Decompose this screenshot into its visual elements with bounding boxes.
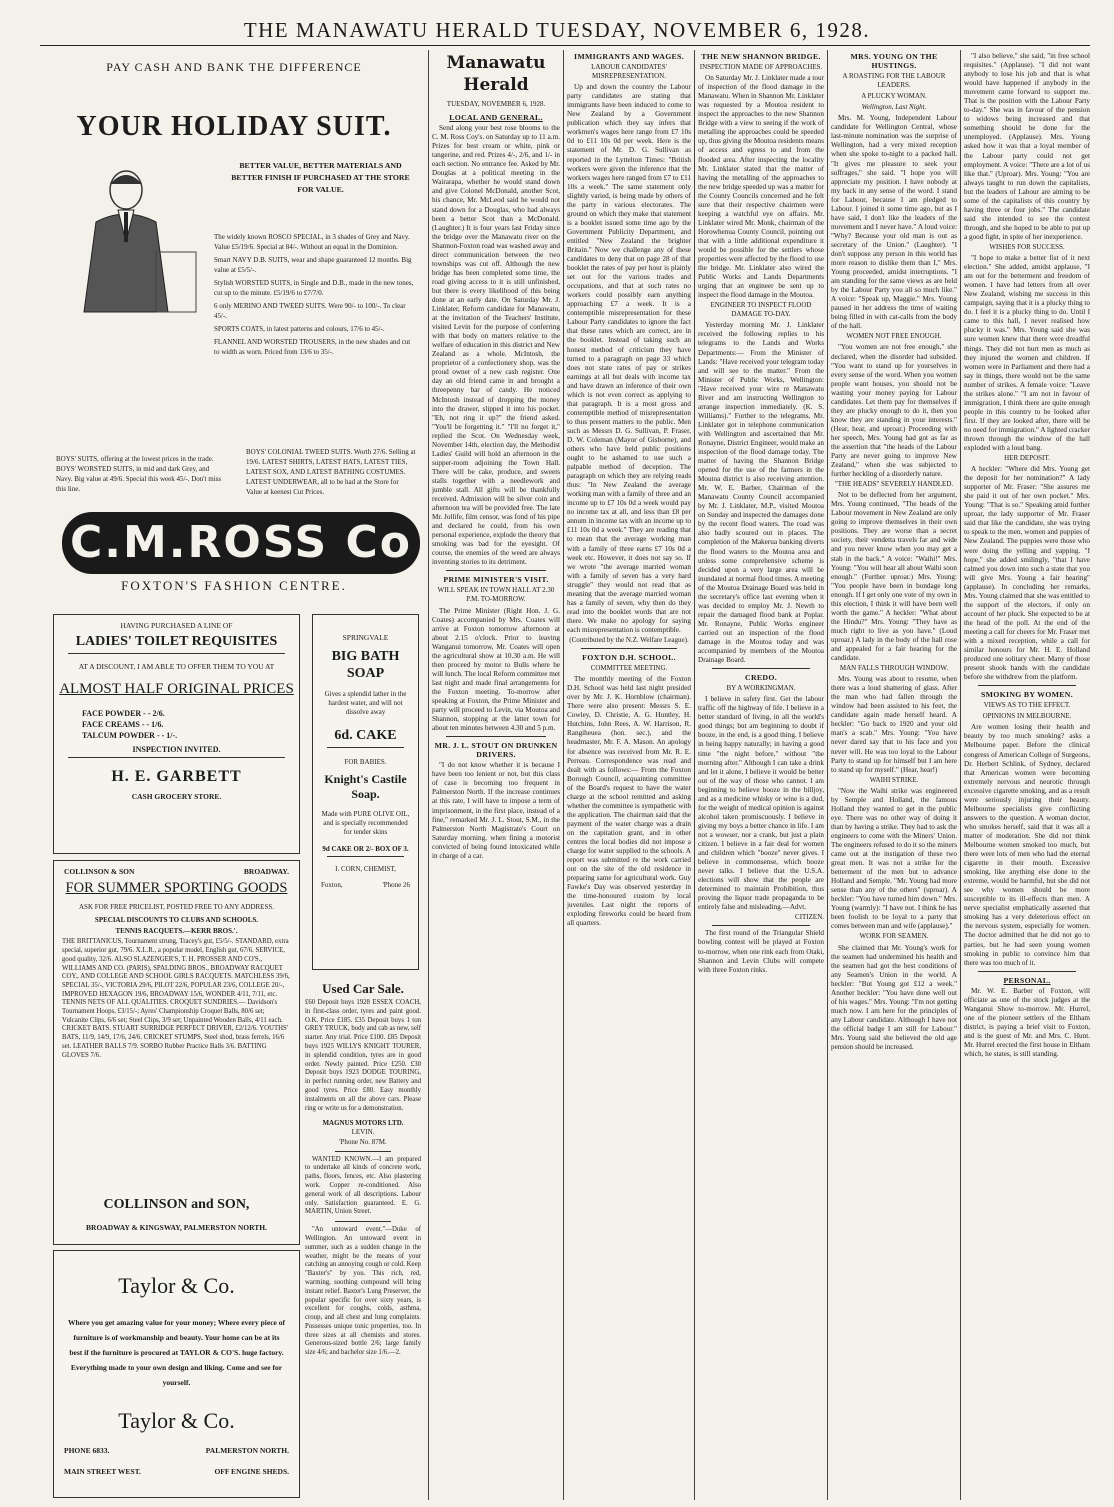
school-subhead: COMMITTEE MEETING. — [590, 664, 668, 673]
wishes-subhead: WISHES FOR SUCCESS. — [989, 242, 1065, 251]
young-subhead-window: MAN FALLS THROUGH WINDOW. — [839, 664, 949, 673]
corn-price: 6d. CAKE — [334, 728, 397, 744]
taylor-town: PALMERSTON NORTH. — [205, 1446, 289, 1455]
personal-text: Mr. W. E. Barber of Foxton, will officiate as one of the stock judges at the Wanganui Show to-morrow. Mr. Hurrel, one of the pioneer settlers of the Eltham district, is paying a brief visit to Foxton, and is the guest of Mr. and Mrs. C. Hunt. Mr. Hurrel erected the first house in Eltham which, he states, is still standing. — [964, 986, 1090, 1059]
dateline: TUESDAY, NOVEMBER 6, 1928. — [446, 100, 546, 108]
personal-heading: PERSONAL. — [1003, 975, 1051, 985]
ross-footer: FOXTON'S FASHION CENTRE. — [121, 578, 347, 593]
credo-text: I believe in safety first. Get the labour traffic off the highway of life. I believe in a better standard of living, in all the world's good things; but am beginning to doubt if booze, in the end, is a good thing. I believe in being happy naturally; in having a good time "the night before," without "the morning after." Although I can take a drink and let it alone, I believe it would be better out of the way of those who cannot. I am beginning to believe booze in the billjoy, and as a medicine whisky or wine is a dud, for the weight of medical opinion is against alcohol taken promiscuously. I believe in giving my boys a better chance in life. I am not a wowser, nor a crank, but just a plain citizen. I believe in a fair deal for women and children which "booze" never gives. I believe in commonsense, which booze never talks. I believe that the U.S.A. elections will show that the people are determined to maintain Prohibition, thus proving the liquor trade propaganda to be entirely false and misleading.—Advt. — [698, 695, 824, 912]
classified-baxters: "An untoward event."—Duke of Wellington. An untoward event in summer, such as a sudden change in the weather, might be the means of your catching an annoying cough or cold. Keep "Baxter's" by you. This rich, red, warming, soothing compound will bring instant relief. Baxter's Lung Preserver, the popular specific for over sixty years, is excellent for coughs, colds, asthma, croup, and all chest and lung complaints. Possesses unique tonic properties, too. In three sizes at all chemists and stores. Generous-sized bottle 2/6; large family size 4/6; and bachelor size 1/6.—2. — [305, 1226, 421, 1357]
young-text-window: Mrs. Young was about to resume, when there was a loud shattering of glass. After the man who had fallen through the window had been assisted to his feet, the candidate again made herself heard. A heckler: "Go back to 1920 and your old man's a scab." Mrs. Young: "You have never dared say that to his face and you never will. He was too loyal to the Labour Party to stand up for himself but I am here to stand up for myself." (Hear, hear!) — [831, 675, 957, 774]
taylor-name2: Taylor & Co. — [118, 1408, 235, 1433]
ross-tagline: BETTER VALUE, BETTER MATERIALS AND BETTER FINISH IF PURCHASED AT THE STORE FOR VALUE. — [231, 161, 410, 194]
taylor-name: Taylor & Co. — [118, 1273, 235, 1298]
corn-advertisement — [312, 614, 419, 970]
corn-price2: 9d CAKE OR 2/- BOX OF 3. — [322, 844, 409, 853]
used-car-column — [305, 978, 421, 1498]
column-6 — [831, 52, 957, 1500]
corn-chemist: I. CORN, CHEMIST, — [335, 864, 396, 873]
taylor-street: MAIN STREET WEST. — [64, 1467, 141, 1476]
bridge-subhead: INSPECTION MADE OF APPROACHES. — [699, 63, 823, 72]
immigrants-subhead: LABOUR CANDIDATES' MISREPRESENTATION. — [591, 63, 667, 81]
smoking-subhead: VIEWS AS TO THE EFFECT. — [983, 701, 1071, 710]
prime-minister-heading: PRIME MINISTER'S VISIT. — [443, 575, 549, 585]
column-divider — [428, 50, 429, 1500]
bowling-text: The first round of the Triangular Shield bowling contest will be played at Foxton to-morrow, when one rink each from Otaki, Shannon and Levin Clubs will compete with three Foxton rinks. — [698, 929, 824, 974]
young-subhead-women: WOMEN NOT FREE ENOUGH. — [846, 332, 942, 341]
taylor-address-row — [64, 1467, 289, 1476]
collinson-header-left: COLLINSON & SON — [64, 867, 135, 876]
school-text: The monthly meeting of the Foxton D.H. School was held last night presided over by Mr. J. K. Hornblow (chairman). There were also present: Messrs S. E. Cowley, D. Christie, A. G. Huntley, H. Hutchins, John Rees, A. W. Harrison, R. Rangiheuea (hon. sec.), and the headmaster, Mr. F. A. Mason. An apology for absence was received from Mr. R. E. Perreau. Correspondence was read and dealt with as follows:— From the Foxton Borough Council, acquainting committee of the Board's request to have the water charge at the school remitted and asking whether the committee is sympathetic with the application. The chairman said that the payment of the water charge was a drain on the capitation grant, and in other centres the local bodies did not impose a charge for water supplied to the schools. A report was submitted re the work carried out on the site of the old residence in preparing same for agricultural work. Guy Fawke's Day was observed yesterday in the time-honoured custom by local juveniles. Last night the reports of exploding fireworks could be heard from all quarters. — [567, 675, 691, 928]
ross-item: Stylish WORSTED SUITS, in Single and D.B., made in the new tones, cut up to the minute. £5/19/6 to £7/7/0. — [214, 279, 414, 297]
local-general-heading: LOCAL AND GENERAL. — [449, 113, 543, 123]
garbett-price-item: FACE POWDER - - 2/6. — [82, 709, 165, 718]
collinson-body: THE BRITTANICUS, Tournament strung, Tracey's gut, £5/5/-. STANDARD, extra special, superior gut, 79/6. X.L.R., a popular model, English gut, 67/6. SERVICE, good quality, 32/6. ALSO SLAZENGER'S, T. H. PROSSER AND CO'S., WILLIAMS AND CO. (PARIS), SPALDING BROS., BROADWAY RACQUET COY., AND COLLEGE AND SCHOOL GIRLS RACQUETS. MATCHLESS 39/6, SPECIAL 35/-, VICTORIA 29/6, PILOT 22/6, POPULAR 23/6, COLLEGE 20/-, IMPROVED HEXAGON 19/6, BROADWAY 15/6, WONDER 4/11, 7/11, etc. TENNIS NETS OF ALL QUALITIES. CROQUET SUNDRIES.— Davidson's Tournament Hoops, £3/15/-; Ayres' Championship Croquet Balls, 80/6 set; Vulcanite Clips, 6/6 set; Steel Clips, 3/9 set; Unpainted Wooden Balls, 4/11 each. CRICKET BATS. STUART SURRIDGE PERFECT DRIVER, £2/12/6. YOUTHS' BATS, 11/9, 14/9, 17/6, 24/6. CRICKET STUMPS, Steel shod, brass ferrels, 16/6 set. LEATHER BALLS 7/9. SORBO Rubber Practice Balls 3/6. BATTING GLOVES 7/6. — [62, 938, 290, 1059]
ross-boys-right: BOYS' COLONIAL TWEED SUITS. Worth 27/6. Selling at 19/6. LATEST SHIRTS, LATEST HATS, LATEST TIES, LATEST SOX, AND LATEST BATHING COSTUMES. LATEST UNDERWEAR, all to be had at the Store for Value at keenest Cut Prices. — [246, 448, 416, 496]
deposit-subhead: HER DEPOSIT. — [1004, 454, 1050, 463]
immigrants-text: Up and down the country the Labour party candidates are stating that immigrants have been induced to come to New Zealand by a Government publication which they say infers that workmen's wages here range from £7 10s 0d to £11 10s 0d per week. Here is the statement of Mr. D. G. Sullivan as reported in the Lyttelton Times: "British workers were given the inference that the workers wages here ranged from £7 to £11 10s a week." The same statement only slightly varied, is being made by others of the party in various electorates. The ground on which they make that statement is a booklet issued some time ago by the Government Publicity Department, and entitled "New Zealand the brighter Britain." Now we challenge any of these candidates to deny that on page 28 of that booklet the rates of pay per hour is plainly set out for the various trades and occupations, and that at such rates no workers could possibly earn anything approaching £7 a week. It is a contemptible misrepresentation for these Labour Party candidates to ignore the fact that these rates which are correct, are in the booklet. Instead of taking such an honest method of criticism they have turned to a paragraph on page 33 which does not state rates of pay or strikes earnings at all but deals with income tax and have drawn an inference of their own which is not even correct as applying to that paragraph. It is a most gross and contemptible method of misrepresentation to thus present matters to the public. Men such as Messrs D. G. Sullivan, P. Fraser, D. W. Coleman (Mayor of Gisborne), and others who have held public positions ought to be ashamed to use such a palpable method of deception. The paragraph on which they are relying reads thus: "In New Zealand the average working man with a family of three and an income up to £7 10s 0d a week would pay no income tax at all, and less than £8 per annum in income tax with an income up to £11 10s 0d a week." They are reading that to mean that the average working man with a family of three earns £7 10s 0d a week etc. However, it does not say so. If we wrote "the average married woman with a family of seven has a very hard struggle" they would not read that as meaning that the average married woman has a family of seven, why then do they read into the booklet words that are not there. We make no apology for saying each misrepresentation is contemptible. — [567, 83, 691, 634]
man-illustration — [56, 162, 206, 322]
taylor-contact-row — [64, 1446, 289, 1455]
garbett-intro: HAVING PURCHASED A LINE OF — [120, 621, 233, 630]
ross-advertisement — [48, 52, 420, 592]
collinson-tennis: TENNIS RACQUETS.—KERR BROS.'. — [115, 926, 238, 935]
column-divider — [827, 50, 828, 1500]
wishes-text: "I hope to make a better fist of it next election." She added, amidst applause, "I am out for the betterment and freedom of women. I have had letters from all over New Zealand, wishing me success in this campaign, saying that it is a plucky thing to do. I feel it is a plucky thing to do. Until I came to this hall, I never realised how plucky it was." Mrs. Young said she was sure women knew that there were dreadful things. They did not hurt men as much as they injured the women and children. If women were in Parliament and there had a say in things, there would not be the same number of strikes. A female voice: "Leave the strikes alone." "I am not in favour of immigration, I think there are quite enough people in this country to be looked after first. If they are looked after, there will be no need for immigration." A lighted cracker thrown through the window of the hall exploded with a loud bang. — [964, 254, 1090, 453]
smoking-text: Are women losing their health and beauty by too much smoking? asks a Melbourne paper. Before the clinical congress of American College of Surgeons, Dr. Herbert Schlink, of Sydney, declared that American women were becoming extremely nervous and neurotic through excessive cigarette smoking, and as a result were seriously injuring their beauty. Melbourne specialists give conflicting answers to the question. A woman doctor, who smokes herself, said that it was all a matter of moderation. She did not think Melbourne women smoked too much, but there were lots of men who had the eternal cigarette in their mouth. Excessive smoking, like anything else done to the extreme, would be harmful, but she did not see why women should be more susceptible to its ill-effects than men. A nerve specialist emphatically asserted that smoking has a very deleterious effect on the nervous system, especially for women. The doctor admitted that he did not go to parties, but he had seen young women smoking in public to convince him that there was too much of it. — [964, 723, 1090, 967]
masthead-rule — [40, 45, 1090, 46]
ross-logo: C.M.ROSS Co — [62, 512, 420, 574]
bridge-text: On Saturday Mr. J. Linklater made a tour of inspection of the flood damage in the Manawatu. When in Shannon Mr. Linklater was requested by a Moutoa resident to inspect the approaches to the new Shannon Bridge with a view to seeing if the work of metalling the approaches could be speeded up, thus giving the Moutoa residents means of access and egress to and from the flooded area. After inspecting the locality Mr. Linklater stated that the matter of having the metalling of the approaches to the new bridge speeded up was a matter for the County Councils concerned and he felt sure that their respective chairmen were keeping a watchful eye on affairs. Mr. Linklater wired Mr. Monk, chairman of the Horowhenua County Council, pointing out that with a little additional expenditure it would be possible for the settlers whose properties were affected by the flood to use the bridge. Mr. Linklater also wired the Public Works and Lands Departments urging that an engineer be sent up to inspect the flood damage in the Moutoa. — [698, 74, 824, 300]
garbett-store: CASH GROCERY STORE. — [131, 792, 222, 801]
garbett-headline: ALMOST HALF ORIGINAL PRICES — [59, 681, 294, 697]
collinson-advertisement — [53, 860, 300, 1245]
collinson-header — [64, 867, 289, 876]
stout-text: "I do not know whether it is because I have been too lenient or not, but this class of case is becoming too frequent in Palmerston North. If the increase continues at this rate, I will have to impose a term of imprisonment, in the first place, instead of a fine," remarked Mr. J. L. Stout, S.M., in the Palmerston North Magistrate's Court on Saturday morning, when fining a motorist convicted of being found intoxicated while in charge of a car. — [432, 761, 560, 860]
collinson-footer-name: COLLINSON and SON, — [103, 1197, 250, 1212]
bridge-text-engineer: Yesterday morning Mr. J. Linklater received the following replies to his telegrams to the Lands and Works Departments:— From the Minister of Lands: "Have received your telegram today and will see to the matter." From the Minister of Public Works, Wellington: "Have received your wire re Manawatu River and am instructing Wellington to arrange inspection immediately. (K. S. Williams)." Further to the telegrams, Mr. Linklater got in telephone communication with Wellington and ascertained that Mr. Ronayne, District Engineer, would make an inspection of the flood damage today. The matter of having the Shannon Bridge opened for the use of the farmers in the Moutoa district is also receiving attention. Mr. W. E. Barber, Chairman of the Manawatu County Council accompanied by Mr. J. Linklater, M.P., visited Moutoa on Sunday and inspected the damages done by the recent flood waters. The road was also badly scoured out in places. The completion of the Makerua banking diverts the flood waters to the Moutoa area and unless some comprehensive scheme is decided upon a very large area will be inundated at normal flood times. A meeting of the Moutoa Drainage Board was held in the secretary's office last evening when it was decided to employ Mr. J. Newth to repair the damaged flood bank at Poplar. Mr. Ronayne, Public Works engineer carried out an inspection of the flood damage in the Moutoa today and was accompanied by members of the Moutoa Drainage Board. — [698, 321, 824, 665]
bridge-heading: THE NEW SHANNON BRIDGE. — [701, 52, 821, 61]
garbett-price-item: FACE CREAMS - - 1/6. — [82, 720, 164, 729]
corn-babies: FOR BABIES. — [344, 758, 387, 767]
smoking-heading: SMOKING BY WOMEN. — [981, 690, 1073, 700]
prime-minister-text: The Prime Minister (Right Hon. J. G. Coates) accompanied by Mrs. Coates will arrive at Foxton tomorrow afternoon at about 2.15 o'clock. Prior to leaving Wanganui tomorrow, Mr. Coates will open the agricultural show at 10.30 a.m. He will then proceed by motor to Bulls where he will lunch. The local Reform committee met last night and made final arrangements for the Foxton meeting. To-morrow after speaking at Foxton, the Prime Minister and party will proceed to Levin, via Moutoa and Shannon, stopping at the latter town for about ten minutes between 4.30 and 5 p.m. — [432, 606, 560, 733]
young-subhead-heads: "THE HEADS" SEVERELY HANDLED. — [834, 480, 954, 489]
immigrants-heading: IMMIGRANTS AND WAGES. — [574, 52, 684, 61]
ross-banner: PAY CASH AND BANK THE DIFFERENCE — [106, 60, 362, 74]
used-car-body: £60 Deposit buys 1928 ESSEX COACH, in first-class order, tyres and paint good. O.K. Price £185. £35 Deposit buys 1 ton GREY TRUCK, body and cab as new, self starter. Any trial. Price £100. £85 Deposit buys 1925 WILLYS KNIGHT TOURER, in splendid condition, tyres are in good order. Newly painted. Price £250. £30 Deposit buys 1923 DODGE TOURING, in perfect running order, new Battery and good tyres. Price £80. Easy monthly instalments on all the above cars. Please ring or write us for a demonstration. — [305, 999, 421, 1112]
column-7 — [964, 52, 1090, 1500]
young-text-waihi: "Now the Waihi strike was engineered by Semple and Holland, the famous Holland they wanted to get in the public eye. There was no other way of doing it than by having a strike. They had to ask the engineers to come with the Miners' Union. The engineers refused to do it so the miners came out at the instigation of these two great men. It was not a strike for the betterment of the men but to advance Holland and Semple. "Mr. Young had more sense than any of the others" (uproar). A heckler: "You have turned him down." Mrs. Young (warmly): "I have not. I think he has been foolish to be loyal to a party that comes between man and wife (applause)." — [831, 786, 957, 931]
corn-top: SPRINGVALE — [342, 633, 389, 642]
nameplate: Manawatu Herald — [446, 53, 546, 95]
garbett-name: H. E. GARBETT — [111, 768, 242, 785]
corn-phone: 'Phone 26 — [382, 880, 410, 889]
young-text-heads: Not to be deflected from her argument, Mrs. Young continued, "The heads of the Labour movement in New Zealand are only going to improve themselves in their own positions. They are worse than a secret society, their vendetta travels far and wide and you never know when you may get a stab in the back." A voice: "Waihi!" Mrs. Young: "You will hear all about Waihi soon enough." (Further uproar.) Mrs. Young: "You people have been in bondage long enough. If I get only one vote of my own in this election, I think it will have been well worth the game." A heckler: "What about the Hindu?" Mrs. Young: "They have as much right to live as you have." (Loud uproar.) A lady in the body of the hall rose and appealed for a fair hearing for the candidate. — [831, 491, 957, 663]
column-divider — [694, 50, 695, 1500]
ross-item: FLANNEL AND WORSTED TROUSERS, in the new shades and cut to width as worn. Priced from 13/6 to 35/-. — [214, 338, 411, 356]
column-divider — [563, 50, 564, 1500]
corn-town: Foxton, — [321, 880, 343, 889]
masthead-title: THE MANAWATU HERALD TUESDAY, NOVEMBER 6, 1928. — [243, 18, 871, 42]
young-subhead-plucky: A PLUCKY WOMAN. — [861, 92, 927, 101]
collinson-pricelist: ASK FOR FREE PRICELIST, POSTED FREE TO ANY ADDRESS. — [79, 903, 274, 911]
corn-product2: Knight's Castile Soap. — [324, 772, 407, 802]
school-heading: FOXTON D.H. SCHOOL. — [582, 653, 676, 663]
ross-title: YOUR HOLIDAY SUIT. — [76, 111, 392, 142]
smoking-subhead-melbourne: OPINIONS IN MELBOURNE. — [982, 712, 1072, 721]
collinson-title: FOR SUMMER SPORTING GOODS — [65, 880, 288, 896]
garbett-advertisement — [53, 614, 300, 854]
stout-heading: MR. J. L. STOUT ON DRUNKEN DRIVERS. — [434, 741, 558, 760]
used-car-phone: 'Phone No. 87M. — [339, 1137, 387, 1146]
young-text: Mrs. M. Young, Independent Labour candidate for Wellington Central, whose last-minute nomination was the surprise of Wellington, had a very mixed reception when she spoke to-night to a packed hall. "It gives me pleasure to seek your suffrages," she said. "I hope you will appreciate my position. I have nobody at my back in any sense of the word. I stand for Labour, because I am pledged to Labour. I joined it some time ago, but as I have said, I don't like the leaders of the movement and I never have." A loud voice: "Why? Because your old man is out as secretary of the Union." (Laughter). "I don't suppose any person in this world has more reason to dislike them than I," Mrs. Young proceeded, amidst interruptions. "I am standing for the same views as are held by the Labour Party you all so much like." A voice: "Speak up, Maggie." Mrs. Young paused in her address the time of waiting being filled in with cat-calls from the body of the hall. — [831, 114, 957, 331]
young-subhead-waihi: WAIHI STRIKE. — [869, 775, 919, 784]
ross-item: Smart NAVY D.B. SUITS, wear and shape guaranteed 12 months. Big value at £5/5/-. — [214, 256, 412, 274]
ross-item: SPORTS COATS, in latest patterns and colours, 17/6 to 45/-. — [214, 325, 385, 333]
young-heading: MRS. YOUNG ON THE HUSTINGS. — [850, 52, 938, 71]
garbett-line: AT A DISCOUNT, I AM ABLE TO OFFER THEM TO YOU AT — [78, 662, 275, 671]
young-subhead: A ROASTING FOR THE LABOUR LEADERS. — [842, 72, 946, 90]
young-subhead-seamen: WORK FOR SEAMEN. — [859, 932, 929, 941]
deposit-text: A heckler: "Where did Mrs. Young get the deposit for her nomination?" A lady supporter of Mr. Fraser: "She assures me she paid it out of her own pocket." Mrs. Young: "That is so." Speaking amid further uproar, the lady supporter of Mr. Fraser said that like the candidate, she was trying to speak to the men, women and puppies of New Zealand. The puppies were those who were doing the yelling and yapping. "I hope," she added smilingly, "that I have calmed you down into such a state that you will give Mrs. Young a fair hearing" (applause). In concluding her remarks, Mrs. Young claimed that she was entitled to the support of the electors, if only on account of her pluck. She expected to be at the head of the poll. At the end of the meeting a call for cheers for Mr. Fraser met with a mixed reception, while a call for similar honours for Mr. H. E. Holland produced one solitary cheer. Many of those present shook hands with the candidate before she withdrew from the platform. — [964, 465, 1090, 682]
column-4 — [567, 52, 691, 1500]
collinson-footer-address: BROADWAY & KINGSWAY, PALMERSTON NORTH. — [86, 1223, 267, 1232]
prime-minister-subhead: WILL SPEAK IN TOWN HALL AT 2.30 P.M. TO-MORROW. — [437, 586, 555, 604]
young-dateline: Wellington, Last Night. — [861, 103, 927, 112]
garbett-title: LADIES' TOILET REQUISITES — [75, 634, 278, 649]
taylor-sheds: OFF ENGINE SHEDS. — [214, 1467, 289, 1476]
garbett-price-item: TALCUM POWDER - - 1/-. — [82, 731, 178, 740]
taylor-body: Where you get amazing value for your money; Where every piece of furniture is of workmanship and beauty. Your home can be at its best if the furniture is procured at TAYLOR & CO'S. huge factory. Everything made to your own design and liking. Come and see for yourself. — [68, 1318, 285, 1387]
ross-item: 6 only MERINO AND TWEED SUITS. Were 90/- to 100/-. To clear 45/-. — [214, 302, 406, 320]
corn-desc: Gives a splendid lather in the hardest water, and will not dissolve away — [324, 690, 407, 716]
ross-item-list — [214, 232, 414, 360]
taylor-advertisement — [53, 1250, 300, 1498]
ross-item: The widely known ROSCO SPECIAL, in 3 shades of Grey and Navy. Value £5/19/6. Special at 84/-. Without an equal in the Dominion. — [214, 233, 410, 251]
used-car-title: Used Car Sale. — [322, 981, 404, 996]
young-continued-text: "I also believe," she said, "in free school requisites." (Applause). "I did not want anybody to lose his job and that is what would have happened if anybody in the movement came forward to support me. That is the position with the Labour Party to-day." She was in favour of the pension to widows being increased and that something should be done for the unemployed. (Applause). Mrs. Young asked how it was that a loyal member of the Labour party could not get employment. A voice: "There are a lot of us like that." (Uproar). Mrs. Young: "You are always taught to run down the capitalists, but the leaders of Labour are aiming to be some of the capitalists of this country by having three or four jobs." The candidate said she intended to see the contest through, and she hoped to be able to put up a good fight, in spite of her inexperience. — [964, 52, 1090, 241]
used-car-dealer: MAGNUS MOTORS LTD. — [322, 1119, 404, 1128]
column-5 — [698, 52, 824, 1500]
credo-signoff: CITIZEN. — [795, 913, 824, 922]
credo-heading: CREDO. — [745, 673, 777, 683]
collinson-special: SPECIAL DISCOUNTS TO CLUBS AND SCHOOLS. — [94, 915, 259, 924]
garbett-price-list — [82, 708, 299, 741]
used-car-town: LEVIN. — [351, 1128, 375, 1137]
ross-boys-left: BOYS' SUITS, offering at the lowest prices in the trade. BOYS' WORSTED SUITS, in mid and dark Grey, and Navy. Big value at 49/6. Special this week 45/-. Don't miss this line. — [56, 455, 222, 493]
young-text-seamen: She claimed that Mr. Young's work for the seamen had undermined his health and the seamen had got the best conditions of any Seamen's Union in the world. A heckler: "But Young got £12 a week." Another heckler: "You have done well out of his wages." Mrs. Young: "I'm not getting much now. I am here for the principles of any Labour candidate. Although I have not the official badge I am still for Labour." Mrs. Young said she believed the old age pension should be increased. — [831, 943, 957, 1052]
bridge-subhead-engineer: ENGINEER TO INSPECT FLOOD DAMAGE TO-DAY. — [710, 301, 812, 319]
corn-contact-row — [321, 881, 410, 889]
column-3 — [432, 52, 560, 1500]
local-general-text: Send along your best rose blooms to the C. M. Ross Coy's. on Saturday up to 11 a.m. Prizes for best cream or white, pink or tangerine, and red. Prizes 4/-, 2/6, and 1/- in each section. No entrance fee. Asked by Mr. Douglas at a political meeting in the Wairarapa, whether he would stand down and give Colonel McDonald, another Scot, his chance, Mr. McLeod said he would not stand down for a Douglas, who had always been a better Scot than a McDonald. (Laughter.) It is four years last Friday since the bridge over the Manawatu river on the Shannon-Foxton road was washed away and direct communication between the two townships was cut off. Although the new bridge has been completed some time, the road giving access to it is still unfinished, but there is every likelihood of this being done at an early date. On Saturday Mr. J. Linklater, Reform candidate for Manawatu, at the invitation of the Teachers' Institute, visited Levin for the purpose of conferring with that body on matters relative to the welfare of education in this district and New Zealand as a whole. McIntosh, the proprietor of a confectionery shop, was the proud owner of a new cash register. One day an old friend came in and brought a threepenny bar of candy. He noticed McIntosh instead of dropping the money into the drawer, slipped it into his pocket. "Eh, not ring it up?" the friend asked. "You'll be forgetting it." "I'll no forget it," replied the Scot. On Wednesday week, November 14th, election day, the Methodist Ladies' Guild will hold an afternoon in the supper-room adjoining the Town Hall. There will be cake, produce, and sweets stalls together with a needlework and jumble stall. All gifts will be thankfully received. Admission will be silver coin and afternoon tea will be provided free. The late Mr. Jollife, film censor, was fond of his pipe and declared he could, from his own personal experience, explode the theory that smoking was bad for the eyesight. Of course, the enemies of the weed are always inventing stories to its detriment. — [432, 124, 560, 567]
collinson-header-right: BROADWAY. — [243, 867, 289, 876]
credo-subhead: BY A WORKINGMAN. — [726, 684, 796, 693]
young-text-women: "You women are not free enough," she declared, when the disorder had subsided. "You want to stand up for yourselves in every sense of the word. When you women people want houses, you should not be wasting your money paying for Labour candidates. Let them pay for themselves if they are plucky enough to do it, then you know they are standing in your interests." (Hear, hear, and uproar.) Proceeding with her speech, Mrs. Young had got as far as the assertion that "the heads of the Labour Party are never going to improve New Zealand," when she was subjected to further heckling of a disorderly nature. — [831, 343, 957, 479]
immigrants-credit: (Contributed by the N.Z. Welfare League). — [569, 636, 689, 644]
taylor-phone: PHONE 6833. — [64, 1446, 110, 1455]
corn-desc2: Made with PURE OLIVE OIL, and is specially recommended for tender skins — [321, 810, 410, 836]
column-divider — [960, 50, 961, 1500]
garbett-invite: INSPECTION INVITED. — [132, 745, 221, 754]
classified-wanted: WANTED KNOWN.—I am prepared to undertake all kinds of concrete work, paths, floors, fences, etc. Also plastering work. Copper re-conditioned. Also general work of all descriptions. Labour only. Satisfaction guaranteed. E. G. MARTIN, Union Street. — [305, 1155, 421, 1216]
corn-product: BIG BATH SOAP — [331, 649, 400, 681]
